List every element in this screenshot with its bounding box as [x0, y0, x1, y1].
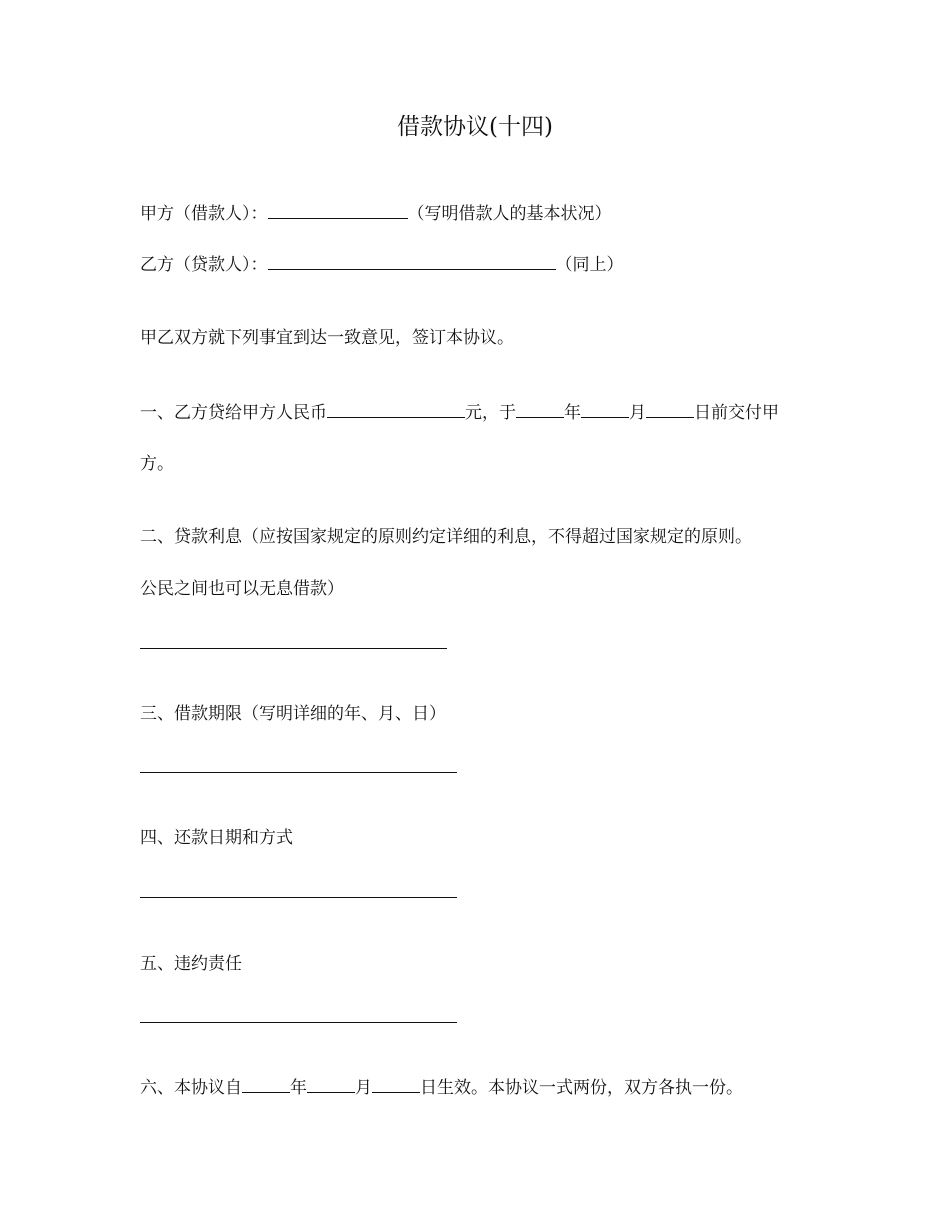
clause-4-text: 四、还款日期和方式: [140, 828, 293, 848]
clause-1-cont: 方。: [140, 454, 174, 474]
party-a-blank: [268, 202, 408, 219]
clause-6-line: [140, 1076, 743, 1100]
clause-2-fill-line: [140, 648, 447, 649]
party-a-note: （写明借款人的基本状况）: [407, 204, 612, 224]
party-b-label: 乙方（贷款人）：: [140, 255, 268, 275]
clause-1-year: 年: [564, 403, 581, 423]
effective-month-blank: [307, 1076, 355, 1093]
party-b-line: [140, 253, 624, 277]
clause-1-month: 月: [629, 403, 646, 423]
party-a-line: [140, 202, 612, 226]
clause-6-text-b: 日生效。本协议一式两份，双方各执一份。: [420, 1078, 743, 1098]
effective-day-blank: [372, 1076, 420, 1093]
amount-blank: [327, 401, 465, 418]
party-a-label: 甲方（借款人）：: [140, 204, 268, 224]
party-b-note: （同上）: [555, 255, 624, 275]
clause-2-line-2: 公民之间也可以无息借款）: [140, 579, 344, 599]
day-blank: [646, 401, 694, 418]
effective-year-blank: [242, 1076, 290, 1093]
month-blank: [581, 401, 629, 418]
clause-4-fill-line: [140, 897, 457, 898]
clause-5-text: 五、违约责任: [140, 954, 242, 974]
intro-text: 甲乙双方就下列事宜到达一致意见，签订本协议。: [140, 328, 514, 348]
clause-1-text-b: 元，于: [465, 403, 516, 423]
year-blank: [516, 401, 564, 418]
clause-3-fill-line: [140, 772, 457, 773]
clause-1-text-a: 一、乙方贷给甲方人民币: [140, 403, 327, 423]
clause-6-year: 年: [290, 1078, 307, 1098]
clause-3-text: 三、借款期限（写明详细的年、月、日）: [140, 704, 446, 724]
clause-1-text-c: 日前交付甲: [694, 403, 779, 423]
clause-6-month: 月: [355, 1078, 372, 1098]
document-title: 借款协议(十四): [397, 114, 553, 140]
clause-5-fill-line: [140, 1022, 457, 1023]
party-b-blank: [268, 253, 556, 270]
clause-1-line: [140, 401, 779, 425]
clause-2-line-1: 二、贷款利息（应按国家规定的原则约定详细的利息，不得超过国家规定的原则。: [140, 527, 752, 547]
clause-6-text-a: 六、本协议自: [140, 1078, 242, 1098]
